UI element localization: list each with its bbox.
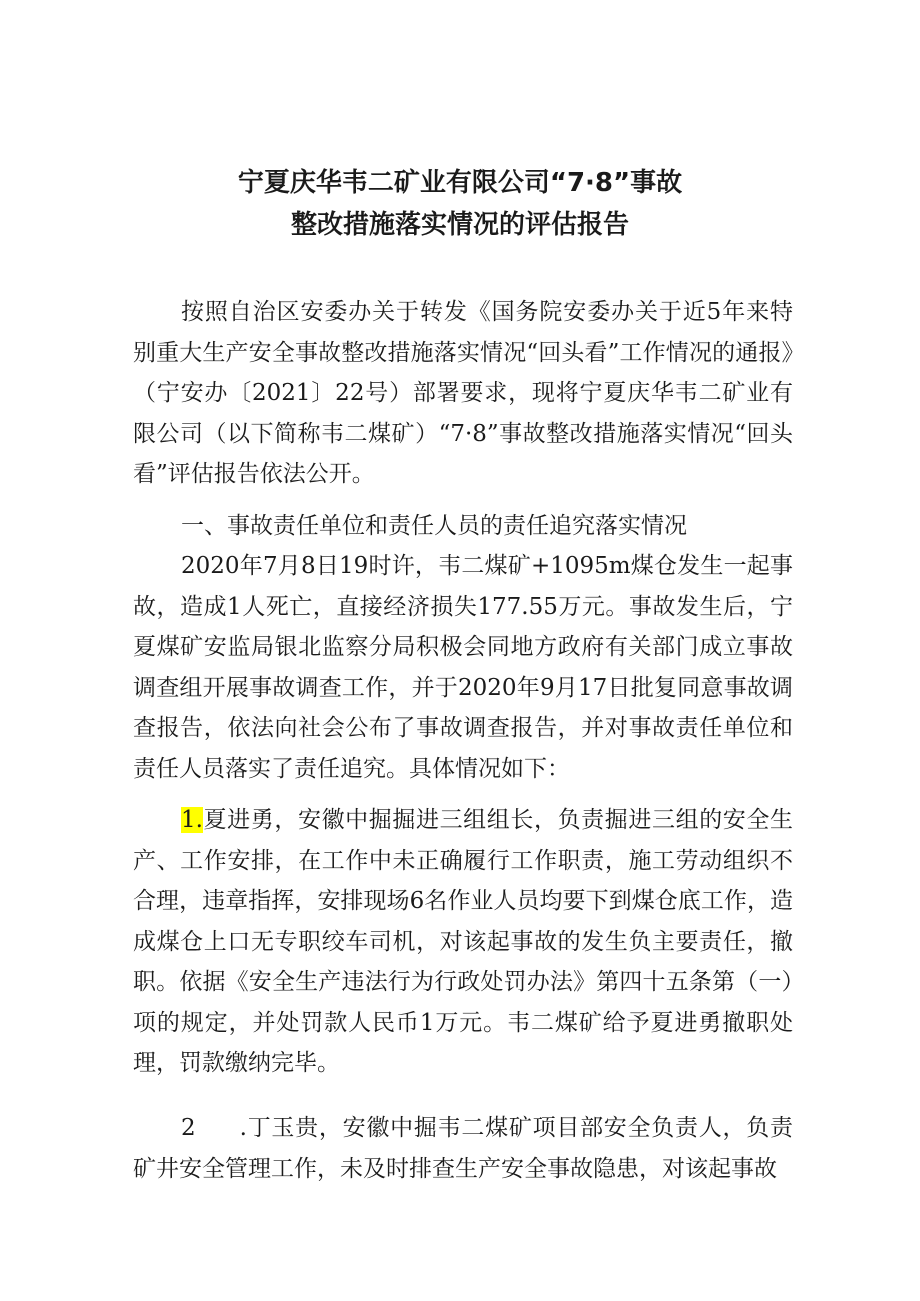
item2-number: 2 [181,1115,196,1141]
item2-text: .丁玉贵，安徽中掘韦二煤矿项目部安全负责人，负责矿井安全管理工作，未及时排查生产安全事故隐患，对该起事故 [133,1115,793,1182]
section1-paragraph: 2020年7月8日19时许，韦二煤矿+1095m煤仓发生一起事故，造成1人死亡，直接经济损失177.55万元。事故发生后，宁夏煤矿安监局银北监察分局积极会同地方政府有关部门成立事故调查组开展事故调查工作，并于2020年9月17日批复同意事故调查报告，依法向社会公布了事故调查报告，并对事故责任单位和责任人员落实了责任追究。具体情况如下： [133,553,793,782]
item1-text: 夏进勇，安徽中掘掘进三组组长，负责掘进三组的安全生产、工作安排，在工作中未正确履行工作职责，施工劳动组织不合理，违章指挥，安排现场6名作业人员均要下到煤仓底工作，造成煤仓上口无专职绞车司机，对该起事故的发生负主要责任，撤职。依据《安全生产违法行为行政处罚办法》第四十五条第（一）项的规定，并处罚款人民币1万元。韦二煤矿给予夏进勇撤职处理，罚款缴纳完毕。 [133,807,793,1076]
list-item-2 [133,1108,793,1189]
item1-number-highlight: 1. [181,807,203,833]
section1-heading: 一、事故责任单位和责任人员的责任追究落实情况 [181,513,687,539]
list-item-1 [133,800,793,1084]
document-title-line2: 整改措施落实情况的评估报告 [290,210,629,240]
intro-paragraph: 按照自治区安委办关于转发《国务院安委办关于近5年来特别重大生产安全事故整改措施落实情况“回头看”工作情况的通报》（宁安办〔2021〕22号）部署要求，现将宁夏庆华韦二矿业有限公司（以下简称韦二煤矿）“7·8”事故整改措施落实情况“回头看”评估报告依法公开。 [133,299,793,487]
document-title-line1: 宁夏庆华韦二矿业有限公司“7·8”事故 [237,168,683,198]
